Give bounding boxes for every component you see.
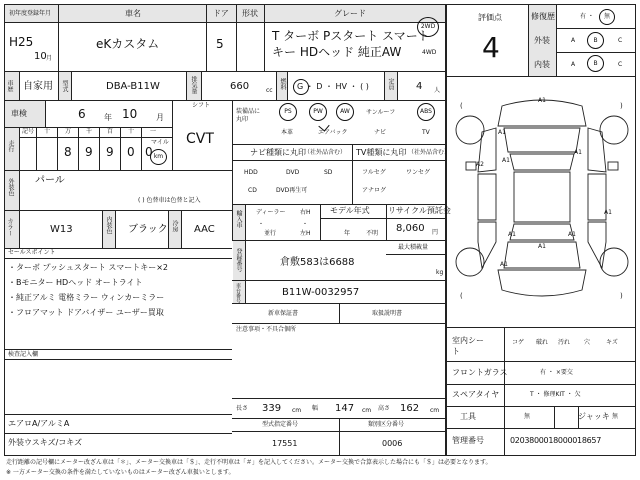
mgmt-value: 0203800018000018657 <box>510 436 602 445</box>
import-label: 輸入車 <box>235 210 242 228</box>
import-dot-2: ・ <box>302 221 309 228</box>
navi-dvd: DVD <box>286 169 300 176</box>
registration-label: 登録番号 <box>235 248 242 272</box>
import-dealer: ディーラー <box>256 209 286 216</box>
spare-label: スペアタイヤ <box>452 390 500 399</box>
tv-fullseg: フルセグ <box>362 169 386 176</box>
equipment-label: 装備品に丸印 <box>236 108 261 123</box>
type-designation-value: 17551 <box>272 439 298 448</box>
reg-year-month-unit: 月 <box>46 55 53 62</box>
diagram-label-4: A1 <box>502 157 510 164</box>
navi-sd: SD <box>324 169 333 176</box>
mileage-unit-6: 一 <box>150 128 157 135</box>
import-right: 右H <box>300 209 311 216</box>
seat-option-3: 汚れ <box>558 339 571 346</box>
registration-value: 倉敷583は6688 <box>280 257 355 268</box>
grade-line-2: キー HDヘッド 純正AW <box>272 45 402 59</box>
mileage-unit-3: 千 <box>86 128 93 135</box>
color-code-value: W13 <box>50 224 73 235</box>
chassis-label: 車台番号 <box>235 283 241 303</box>
use-value: 自家用 <box>23 81 53 92</box>
recycle-label: リサイクル預託金 <box>388 206 451 215</box>
exterior-grade-c: C <box>618 37 623 44</box>
exterior-grade-b: B <box>593 36 598 44</box>
equipment-abs-circle <box>417 103 435 121</box>
navi-hdd: HDD <box>244 169 258 176</box>
interior-grade-c: C <box>618 61 623 68</box>
car-name-value: eKカスタム <box>96 37 160 51</box>
reg-year-label: 初年度登録年月 <box>9 10 52 17</box>
exterior-grade-selected-circle <box>587 32 604 49</box>
height-unit: cm <box>430 407 440 414</box>
model-year-unit: 年 <box>344 230 351 237</box>
km-circle <box>150 149 167 165</box>
spare-value: T ・ 修理KIT ・ 欠 <box>530 391 581 398</box>
interior-grade-a: A <box>571 61 576 68</box>
svg-text:(: ( <box>460 102 463 110</box>
shape-label: 形状 <box>242 9 258 18</box>
selling-point-2: ・Bモニター HDヘッド オートライト <box>8 278 143 287</box>
mileage-label: 走行 <box>7 140 14 152</box>
grade-label: グレード <box>334 9 366 18</box>
model-value: DBA-B11W <box>106 81 160 92</box>
mileage-digit-4: 0 <box>127 145 135 159</box>
seat-option-2: 破れ <box>536 339 549 346</box>
import-dot-1: ・ <box>258 221 265 228</box>
shift-value: CVT <box>186 131 214 147</box>
drive-2wd-label: 2WD <box>420 23 436 30</box>
model-year-unknown: 不明 <box>366 230 379 237</box>
equipment-abs: ABS <box>420 108 432 115</box>
exterior-color-note: ( ) 色替車は色替と記入 <box>138 197 201 204</box>
grade-line-1: T ターボ Pスタート スマート <box>272 29 430 43</box>
displacement-unit: cc <box>266 87 273 94</box>
diagram-label-5: A1 <box>538 243 546 250</box>
recycle-value: 8,060 <box>396 223 425 234</box>
repair-label: 修復歴 <box>531 12 555 21</box>
diagram-label-3: A2 <box>476 161 484 168</box>
footer-line-1: 走行距離の記号欄にメーター改ざん車は「＊」、メーター交換車は「＄」、走行不明車は「＃」を記入してください。メーター交換で合算表示した場合にも「＄」は必要となります。 <box>6 459 492 466</box>
mileage-digit-5: 0 <box>145 145 153 159</box>
interior-grade-selected-circle <box>587 55 604 72</box>
cold-label: 冷房 <box>171 220 178 232</box>
score-value: 4 <box>482 31 500 64</box>
km-label: km <box>153 153 164 160</box>
selling-point-4: ・フロアマット ドアバイザー ユーザー買取 <box>8 308 164 317</box>
exterior-grade-a: A <box>571 37 576 44</box>
inspector-label: 検査記入欄 <box>8 351 39 358</box>
equipment-tv: TV <box>422 129 430 136</box>
import-left: 左H <box>300 230 311 237</box>
fuel-label: 燃料 <box>279 78 286 90</box>
fuel-options: G ・ D ・ HV ・ ( ) <box>297 82 369 91</box>
tools-value: 無 <box>524 413 531 420</box>
seat-option-1: コゲ <box>512 339 525 346</box>
interior-grade-label: 内装 <box>534 60 550 69</box>
model-year-label: モデル年式 <box>330 206 370 215</box>
class-designation-label: 類別区分番号 <box>368 421 405 428</box>
inspector-line-1: エアロA/アルミA <box>8 419 70 428</box>
exterior-grade-label: 外装 <box>534 36 550 45</box>
drive-4wd-label: 4WD <box>422 49 437 56</box>
tv-sub: （社外品含む） <box>408 149 451 156</box>
score-label: 評価点 <box>478 13 502 22</box>
mileage-unit-4: 百 <box>107 128 114 135</box>
interior-color-value: ブラック <box>128 224 168 235</box>
displacement-label: 排気量 <box>190 76 197 94</box>
glass-value: 有 ・ ×要交 <box>540 369 573 376</box>
car-damage-diagram <box>452 92 632 322</box>
mileage-unit-5: 十 <box>128 128 135 135</box>
inspection-year-unit: 年 <box>104 113 112 122</box>
car-name-label: 車名 <box>125 9 141 18</box>
mile-label: マイル <box>151 139 169 146</box>
svg-text:(: ( <box>460 292 463 300</box>
mileage-sub-label: 記号 <box>22 128 35 135</box>
mileage-digit-1: 8 <box>64 145 72 159</box>
reg-year-era: H25 <box>9 35 34 49</box>
chassis-value: B11W-0032957 <box>282 287 360 298</box>
equipment-pw: PW <box>313 108 323 115</box>
shift-label: シフト <box>192 102 211 109</box>
color-code-label: カラー <box>6 218 13 236</box>
equipment-ps-circle <box>279 103 297 121</box>
mileage-unit-2: 万 <box>65 128 72 135</box>
capacity-value: 4 <box>416 81 423 92</box>
repair-selected-circle <box>599 9 615 25</box>
tv-oneseg: ワンセグ <box>406 169 431 176</box>
recycle-unit: 円 <box>432 229 439 236</box>
diagram-label-7: A1 <box>604 209 612 216</box>
tools-label: 工具 <box>460 412 476 421</box>
model-label: 型式 <box>61 80 68 92</box>
repair-selected: 無 <box>603 13 610 20</box>
interior-color-label: 内装色 <box>105 216 112 234</box>
warranty-manual: 取扱説明書 <box>372 310 403 317</box>
diagram-label-6: A1 <box>574 149 582 156</box>
interior-grade-b: B <box>593 59 598 67</box>
equipment-navi: ナビ <box>374 129 387 136</box>
svg-text:): ) <box>620 102 623 110</box>
tv-label: TV種類に丸印 <box>356 148 407 157</box>
inspection-month: 10 <box>122 107 138 121</box>
jack-label: ジャッキ <box>578 412 610 421</box>
height-value: 162 <box>400 403 420 414</box>
width-value: 147 <box>335 403 355 414</box>
seat-option-5: キズ <box>606 339 618 346</box>
repair-options: 有 ・ <box>580 13 594 20</box>
door-value: 5 <box>216 37 224 51</box>
length-unit: cm <box>292 407 302 414</box>
inspection-month-unit: 月 <box>156 113 164 122</box>
type-designation-label: 型式指定番号 <box>262 421 299 428</box>
notes-label: 注意事項・不具合個所 <box>236 326 297 333</box>
max-load-label: 最大積載量 <box>398 244 429 251</box>
equipment-ps: PS <box>284 108 292 115</box>
cold-value: AAC <box>194 224 215 235</box>
navi-label: ナビ種類に丸印 <box>250 148 306 157</box>
reg-year-month: 10 <box>34 51 47 62</box>
displacement-value: 660 <box>230 81 250 92</box>
mileage-digit-3: 9 <box>106 145 114 159</box>
navi-cd: CD <box>248 187 257 194</box>
equipment-aw-circle <box>336 103 354 121</box>
selling-point-3: ・純正アルミ 電格ミラー ウィンカーミラー <box>8 293 165 302</box>
svg-text:): ) <box>620 292 623 300</box>
seat-label: 室内シート <box>452 336 484 357</box>
use-label: 車歴 <box>6 80 13 92</box>
capacity-label: 定員 <box>387 78 394 90</box>
equipment-airbag: エアバック <box>318 129 348 136</box>
warranty-new-car: 新車保証書 <box>268 310 299 317</box>
max-load-unit: kg <box>436 269 444 276</box>
length-label: 長さ <box>236 405 249 412</box>
selling-point-1: ・ターボ プッシュスタート スマートキー×2 <box>8 263 168 272</box>
equipment-sunroof: サンルーフ <box>366 109 396 116</box>
diagram-label-8: A1 <box>508 231 516 238</box>
mileage-digit-2: 9 <box>85 145 93 159</box>
glass-label: フロントガラス <box>452 368 508 377</box>
equipment-pw-circle <box>309 103 327 121</box>
mgmt-label: 管理番号 <box>452 436 484 445</box>
class-designation-value: 0006 <box>382 439 403 448</box>
diagram-label-2: A1 <box>498 129 506 136</box>
navi-sub: （社外品含む） <box>304 149 347 156</box>
diagram-label-9: A1 <box>568 231 576 238</box>
length-value: 339 <box>262 403 282 414</box>
exterior-color-value: パール <box>35 175 65 186</box>
equipment-leather: 本革 <box>281 129 294 136</box>
diagram-label-10: A1 <box>500 261 508 268</box>
drive-2wd-circle <box>417 17 439 37</box>
import-parallel: 並行 <box>264 230 277 237</box>
width-unit: cm <box>362 407 372 414</box>
door-label: ドア <box>213 9 229 18</box>
jack-value: 無 <box>612 413 619 420</box>
selling-points-label: セールスポイント <box>8 249 56 256</box>
equipment-aw: AW <box>340 108 350 115</box>
mileage-unit-1: 十 <box>44 128 51 135</box>
tv-analog: アナログ <box>362 187 387 194</box>
inspection-label: 車検 <box>11 109 27 118</box>
footer-line-2: ※ 一方メーター交換の条件を満たしていないものはメーター改ざん車扱いとします。 <box>6 469 235 476</box>
navi-dvd-play: DVD再生可 <box>276 187 308 194</box>
capacity-unit: 人 <box>434 87 441 94</box>
height-label: 高さ <box>378 405 391 412</box>
seat-option-4: 穴 <box>584 339 591 346</box>
width-label: 幅 <box>312 405 319 412</box>
inspection-year: 6 <box>78 107 86 121</box>
inspector-line-2: 外装ウスキズ/コキズ <box>8 438 83 447</box>
diagram-label-1: A1 <box>538 97 546 104</box>
exterior-color-label: 外装色 <box>7 178 14 196</box>
